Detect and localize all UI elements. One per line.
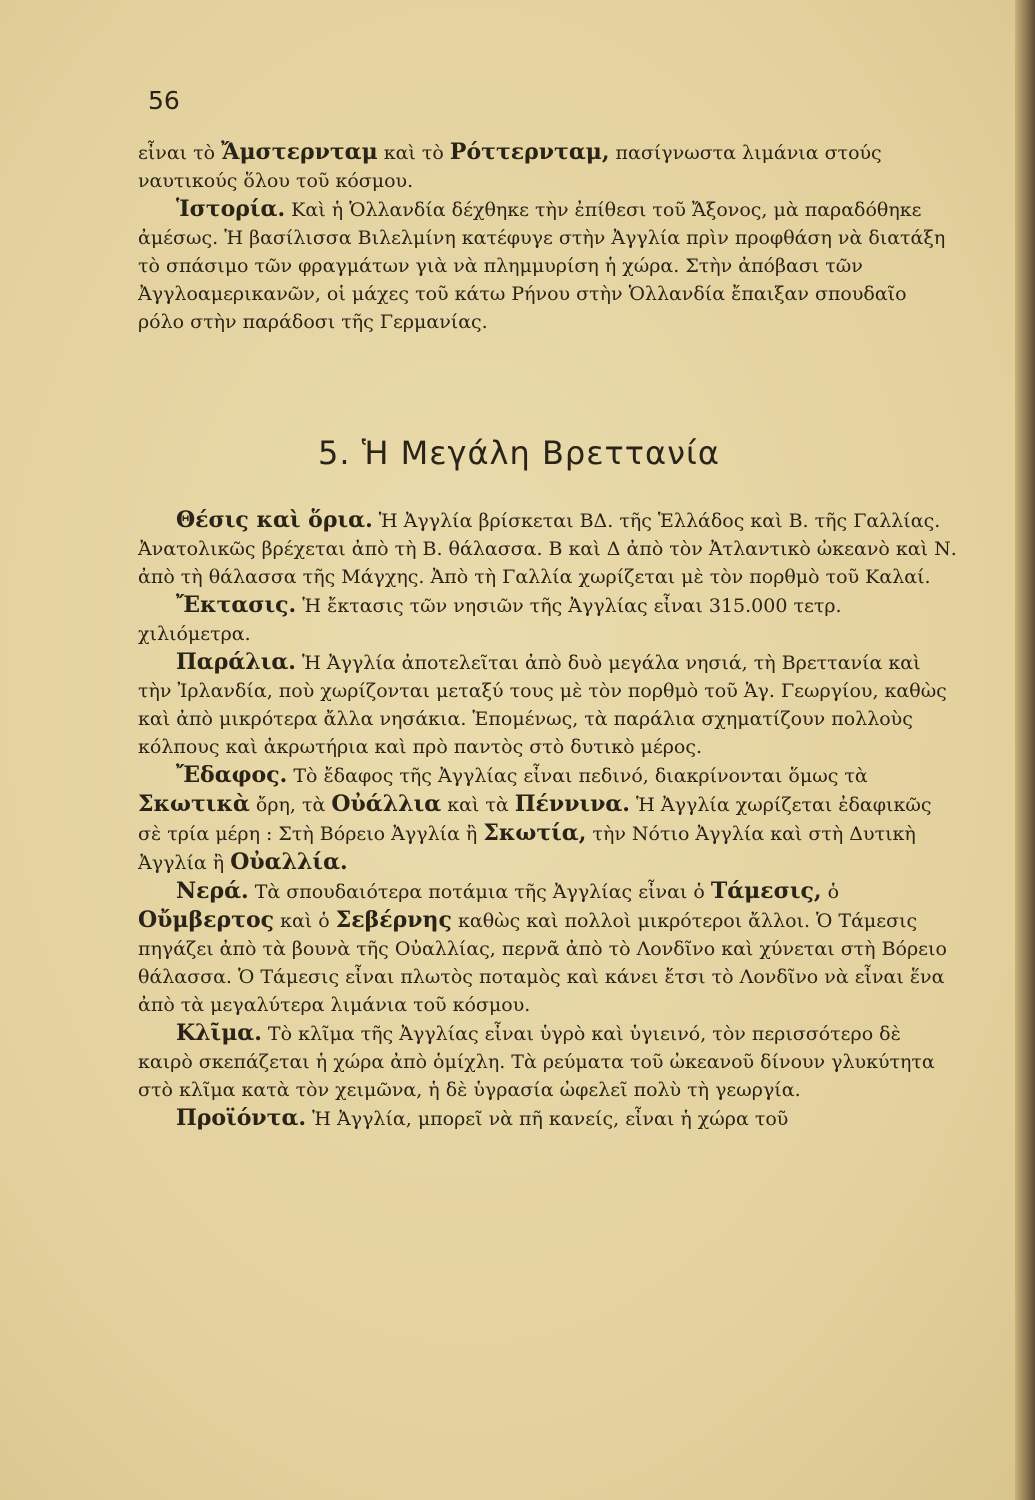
area-paragraph: Ἔκτασις. Ἡ ἔκτασις τῶν νησιῶν τῆς Ἀγγλίας εἶναι 315.000 τετρ. χιλιόμετρα. xyxy=(138,592,842,645)
history-paragraph: Ἱστορία. Καὶ ἡ Ὁλλανδία δέχθηκε τὴν ἐπίθεσι τοῦ Ἄξονος, μὰ παραδόθηκε ἀμέσως. Ἡ βασίλισσα Βιλελμίνη κατέφυγε στὴν Ἀγγλία πρὶν προφθάση νὰ διατάξη τὸ σπάσιμο τῶν φραγμάτων γιὰ νὰ πλημμυρίση ἡ χώρα. Στὴν ἀπόβασι τῶν Ἀγγλοαμερικανῶν, οἱ μάχες τοῦ κάτω Ρήνου στὴν Ὁλλανδία ἔπαιξαν σπουδαῖο ρόλο στὴν παράδοσι τῆς Γερμανίας. xyxy=(138,196,946,333)
netherlands-ports-paragraph: εἶναι τὸ Ἄμστερνταμ καὶ τὸ Ρόττερνταμ, πασίγνωστα λιμάνια στούς ναυτικούς ὅλου τοῦ κόσμου. xyxy=(138,139,882,192)
rivers-paragraph: Νερά. Τὰ σπουδαιότερα ποτάμια τῆς Ἀγγλίας εἶναι ὁ Τάμεσις, ὁ Οὔμβερτος καὶ ὁ Σεβέρνης καθὼς καὶ πολλοὶ μικρότεροι ἄλλοι. Ὁ Τάμεσις πηγάζει ἀπὸ τὰ βουνὰ τῆς Οὐαλλίας, περνᾶ ἀπὸ τὸ Λονδῖνο καὶ χύνεται στὴ Βόρειο θάλασσα. Ὁ Τάμεσις εἶναι πλωτὸς ποταμὸς καὶ κάνει ἔτσι τὸ Λονδῖνο νὰ εἶναι ἕνα ἀπὸ τὰ μεγαλύτερα λιμάνια τοῦ κόσμου. xyxy=(138,878,947,1016)
page-number: 56 xyxy=(148,86,180,115)
history-label: Ἱστορία. xyxy=(176,196,286,222)
intro-block xyxy=(138,138,958,336)
main-text xyxy=(138,506,958,1133)
section-heading xyxy=(318,434,720,472)
climate-paragraph: Κλῖμα. Τὸ κλῖμα τῆς Ἀγγλίας εἶναι ὑγρὸ καὶ ὑγιεινό, τὸν περισσότερο δὲ καιρὸ σκεπάζεται ἡ χώρα ἀπὸ ὁμίχλη. Τὰ ρεύματα τοῦ ὠκεανοῦ δίνουν γλυκύτητα στὸ κλῖμα κατὰ τὸν χειμῶνα, ἡ δὲ ὑγρασία ὠφελεῖ πολὺ τὴ γεωργία. xyxy=(138,1020,935,1101)
amsterdam: Ἄμστερνταμ xyxy=(221,139,378,165)
page-edge xyxy=(1015,0,1035,1500)
products-paragraph: Προϊόντα. Ἡ Ἀγγλία, μπορεῖ νὰ πῆ κανείς, εἶναι ἡ χώρα τοῦ xyxy=(176,1105,789,1131)
terrain-paragraph: Ἔδαφος. Τὸ ἔδαφος τῆς Ἀγγλίας εἶναι πεδινό, διακρίνονται ὅμως τὰ Σκωτικὰ ὄρη, τὰ Οὐάλλια καὶ τὰ Πέννινα. Ἡ Ἀγγλία χωρίζεται ἐδαφικῶς σὲ τρία μέρη : Στὴ Βόρειο Ἀγγλία ἢ Σκωτία, τὴν Νότιο Ἀγγλία καὶ στὴ Δυτικὴ Ἀγγλία ἢ Οὐαλλία. xyxy=(138,762,932,875)
section-title: Ἡ Μεγάλη Βρεττανία xyxy=(361,434,720,472)
coasts-paragraph: Παράλια. Ἡ Ἀγγλία ἀποτελεῖται ἀπὸ δυὸ μεγάλα νησιά, τὴ Βρεττανία καὶ τὴν Ἰρλανδία, ποὺ χωρίζονται μεταξύ τους μὲ τὸν πορθμὸ τοῦ Ἁγ. Γεωργίου, καθὼς καὶ ἀπὸ μικρότερα ἄλλα νησάκια. Ἑπομένως, τὰ παράλια σχηματίζουν πολλοὺς κόλπους καὶ ἀκρωτήρια καὶ πρὸ παντὸς στὸ δυτικὸ μέρος. xyxy=(138,649,947,758)
location-paragraph: Θέσις καὶ ὅρια. Ἡ Ἀγγλία βρίσκεται ΒΔ. τῆς Ἑλλάδος καὶ Β. τῆς Γαλλίας. Ἀνατολικῶς βρέχεται ἀπὸ τὴ Β. θάλασσα. Β καὶ Δ ἀπὸ τὸν Ἀτλαντικὸ ὠκεανὸ καὶ Ν. ἀπὸ τὴ θάλασσα τῆς Μάγχης. Ἀπὸ τὴ Γαλλία χωρίζεται μὲ τὸν πορθμὸ τοῦ Καλαί. xyxy=(138,507,957,588)
section-number: 5. xyxy=(318,434,351,472)
rotterdam: Ρόττερνταμ, xyxy=(449,139,610,165)
